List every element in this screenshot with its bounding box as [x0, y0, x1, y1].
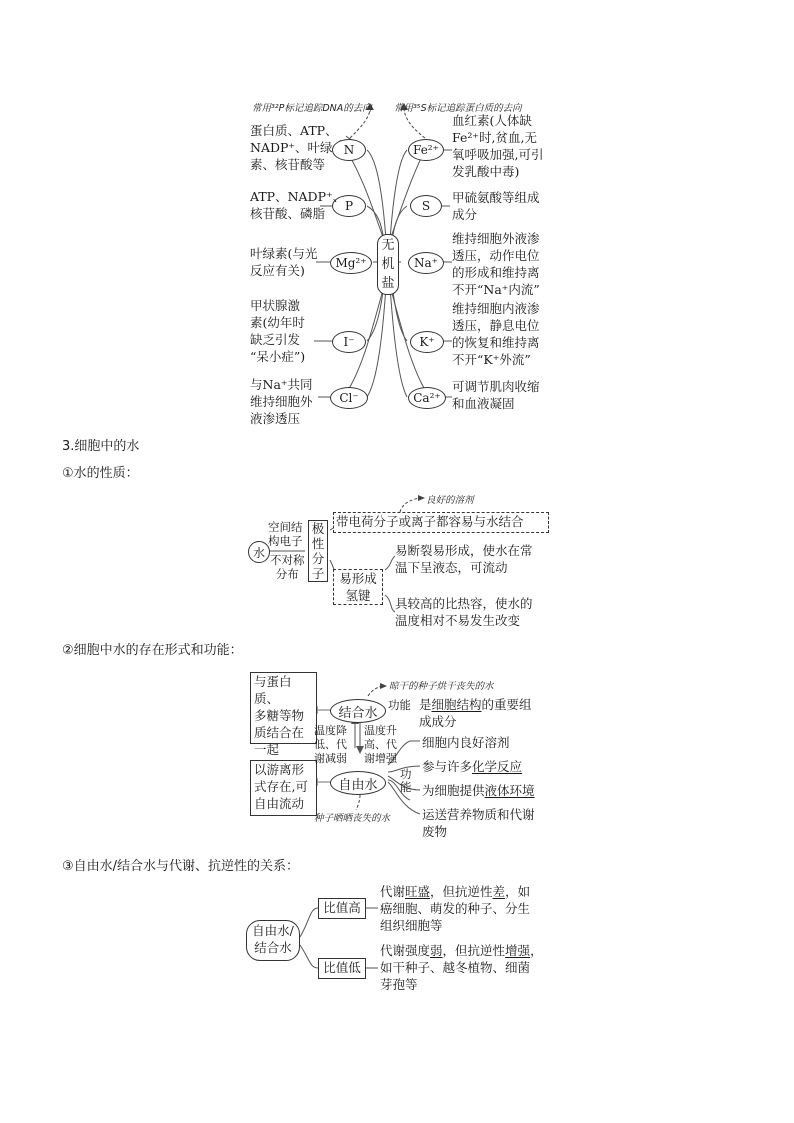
na-desc	[452, 230, 540, 298]
bound-water-node: 结合水	[330, 699, 386, 723]
ion-k: K⁺	[410, 331, 444, 353]
mg-desc	[250, 245, 317, 279]
note-sun-dried-seed-water: 种子晒晒丧失的水	[314, 813, 391, 824]
box-line: 一起	[254, 742, 280, 757]
desc-line: 如干种子、越冬植物、细菌	[380, 960, 531, 975]
point-line: 易断裂易形成，使水在常	[395, 543, 533, 558]
point-line: 具较高的比热容，使水的	[395, 596, 533, 611]
desc-line: 维持细胞内液渗	[452, 301, 540, 316]
hbond-line: 易形成	[339, 571, 377, 586]
label-char: 功	[400, 767, 412, 781]
desc-line: 透压，静息电位	[452, 318, 540, 333]
desc-line: NADP⁺、叶绿	[250, 140, 333, 155]
underlined-term: 弱	[430, 943, 443, 958]
underlined-term: 旺盛	[405, 884, 431, 899]
temp-up-label	[364, 724, 397, 766]
func-line: 成成分	[419, 714, 457, 729]
desc-line: 反应有关)	[250, 263, 305, 278]
underlined-term: 化学反应	[472, 759, 523, 774]
function-label-free	[400, 768, 412, 794]
desc-line: 的恢复和维持离	[452, 335, 540, 350]
desc-line: 发乳酸中毒)	[452, 164, 520, 179]
desc-line: 叶绿素(与光	[250, 246, 318, 261]
desc-line: 甲硫氨酸等组成	[452, 190, 540, 205]
desc-line: 组织细胞等	[380, 918, 443, 933]
func-line: 是细胞结构的重要组	[419, 697, 532, 712]
bound-water-desc-box	[250, 672, 317, 757]
label-line: 构电子	[268, 534, 303, 548]
n-desc	[250, 122, 338, 173]
bound-water-function	[419, 696, 532, 730]
polar-char: 性	[311, 536, 325, 551]
desc-line: 甲状腺激	[250, 298, 301, 313]
desc-line: 代谢旺盛，但抗逆性差，如	[380, 884, 531, 899]
func-line: 运送营养物质和代谢	[422, 807, 535, 822]
note-35s: 常用³⁵S标记追踪蛋白质的去向	[394, 103, 522, 114]
desc-line: 与Na⁺共同	[250, 377, 313, 392]
section-title: 3.细胞中的水	[62, 439, 140, 454]
label-line: 温度升	[364, 724, 397, 737]
note-good-solvent: 良好的溶剂	[426, 495, 474, 506]
center-char: 机	[381, 257, 395, 272]
underlined-term: 细胞结构	[431, 697, 482, 712]
desc-line: 和血液凝固	[452, 396, 515, 411]
desc-line: ATP、NADP⁺、	[250, 189, 346, 204]
label-line: 不对称	[270, 553, 305, 567]
polar-char: 极	[311, 521, 325, 536]
box-line: 式存在,可	[254, 779, 308, 794]
label-line: 低、代	[314, 738, 347, 751]
asym-label	[270, 553, 305, 581]
charged-binding-box: 带电荷分子或离子都容易与水结合	[333, 512, 549, 533]
ion-fe: Fe²⁺	[408, 139, 444, 161]
hydrogen-bond-box	[333, 569, 383, 605]
desc-line: 维持细胞外	[250, 394, 313, 409]
water-node: 水	[248, 541, 270, 563]
ion-s: S	[410, 195, 442, 217]
box-line: 质结合在	[254, 725, 305, 740]
ion-na: Na⁺	[408, 252, 444, 274]
property-heat-capacity	[395, 595, 533, 629]
property-liquid	[395, 542, 533, 576]
desc-line: 的形成和维持离	[452, 265, 540, 280]
fe-desc	[452, 112, 543, 180]
label-line: 空间结	[268, 520, 303, 534]
polar-char: 子	[311, 566, 325, 581]
root-line: 自由水/	[252, 923, 294, 938]
box-line: 与蛋白质、	[254, 674, 292, 706]
free-func-reaction: 参与许多化学反应	[422, 759, 523, 774]
ratio-low-desc	[380, 942, 543, 993]
func-line: 废物	[422, 824, 448, 839]
inorganic-salt-node	[377, 234, 399, 295]
polar-char: 分	[311, 551, 325, 566]
free-func-solvent: 细胞内良好溶剂	[422, 735, 510, 750]
point-line: 温度相对不易发生改变	[395, 613, 521, 628]
ion-n: N	[332, 139, 366, 161]
ion-i: I⁻	[332, 331, 366, 353]
desc-line: 成分	[452, 207, 478, 222]
desc-line: 不开“Na⁺内流”	[452, 282, 540, 297]
underlined-term: 增强	[505, 943, 531, 958]
ion-ca: Ca²⁺	[408, 387, 446, 409]
ca-desc	[452, 378, 540, 412]
free-water-desc-box	[250, 760, 317, 816]
desc-line: 液渗透压	[250, 411, 301, 426]
label-line: 谢增强	[364, 752, 397, 765]
subheading-water-forms: ②细胞中水的存在形式和功能：	[62, 643, 243, 658]
subheading-water-properties: ①水的性质：	[62, 466, 139, 481]
root-line: 结合水	[254, 940, 292, 955]
free-water-node: 自由水	[330, 771, 386, 795]
desc-line: 透压，动作电位	[452, 248, 540, 263]
desc-line: 素、核苷酸等	[250, 157, 326, 172]
function-label-bound: 功能	[388, 698, 411, 712]
k-desc	[452, 300, 540, 368]
cl-desc	[250, 376, 313, 427]
box-line: 以游离形	[254, 762, 305, 777]
label-line: 高、代	[364, 738, 397, 751]
ion-p: P	[332, 195, 366, 217]
hbond-line: 氢键	[345, 588, 371, 603]
underlined-term: 差	[492, 884, 506, 899]
desc-line: “呆小症”)	[250, 349, 306, 364]
polar-molecule-box	[308, 520, 328, 582]
label-line: 温度降	[314, 724, 347, 737]
subheading-ratio: ③自由水/结合水与代谢、抗逆性的关系：	[62, 859, 300, 874]
temp-down-label	[314, 724, 347, 766]
ratio-root-node	[246, 920, 300, 961]
ion-cl: Cl⁻	[330, 387, 368, 409]
desc-line: 癌细胞、萌发的种子、分生	[380, 901, 531, 916]
ratio-low-box: 比值低	[318, 958, 366, 979]
label-char: 能	[400, 780, 412, 794]
label-line: 谢减弱	[314, 752, 347, 765]
center-char: 盐	[381, 276, 395, 291]
note-32p: 常用³²P标记追踪DNA的去向	[252, 103, 372, 114]
note-dried-seed-water: 晾干的种子烘干丧失的水	[389, 681, 494, 692]
desc-line: 血红素(人体缺	[452, 113, 532, 128]
p-desc	[250, 188, 345, 222]
desc-line: 蛋白质、ATP、	[250, 123, 338, 138]
desc-line: 可调节肌肉收缩	[452, 379, 540, 394]
s-desc	[452, 189, 540, 223]
label-line: 分布	[275, 567, 299, 581]
ratio-high-desc	[380, 883, 530, 934]
ratio-high-box: 比值高	[318, 898, 366, 919]
ion-mg: Mg²⁺	[330, 252, 372, 274]
point-line: 温下呈液态，可流动	[395, 560, 508, 575]
desc-line: 芽孢等	[380, 977, 418, 992]
spatial-label	[268, 520, 303, 548]
free-func-environment: 为细胞提供液体环境	[422, 783, 535, 798]
desc-line: 不开“K⁺外流”	[452, 352, 531, 367]
box-line: 多糖等物	[254, 708, 305, 723]
desc-line: 代谢强度弱，但抗逆性增强，	[380, 943, 543, 958]
desc-line: 核苷酸、磷脂	[250, 206, 326, 221]
desc-line: Fe²⁺时,贫血,无	[452, 130, 537, 145]
desc-line: 素(幼年时	[250, 315, 305, 330]
desc-line: 缺乏引发	[250, 332, 301, 347]
desc-line: 维持细胞外液渗	[452, 231, 540, 246]
underlined-term: 液体环境	[484, 783, 535, 798]
i-desc	[250, 297, 305, 365]
desc-line: 氧呼吸加强,可引	[452, 147, 544, 162]
free-func-transport	[422, 806, 535, 840]
center-char: 无	[381, 238, 395, 253]
box-line: 自由流动	[254, 796, 305, 811]
